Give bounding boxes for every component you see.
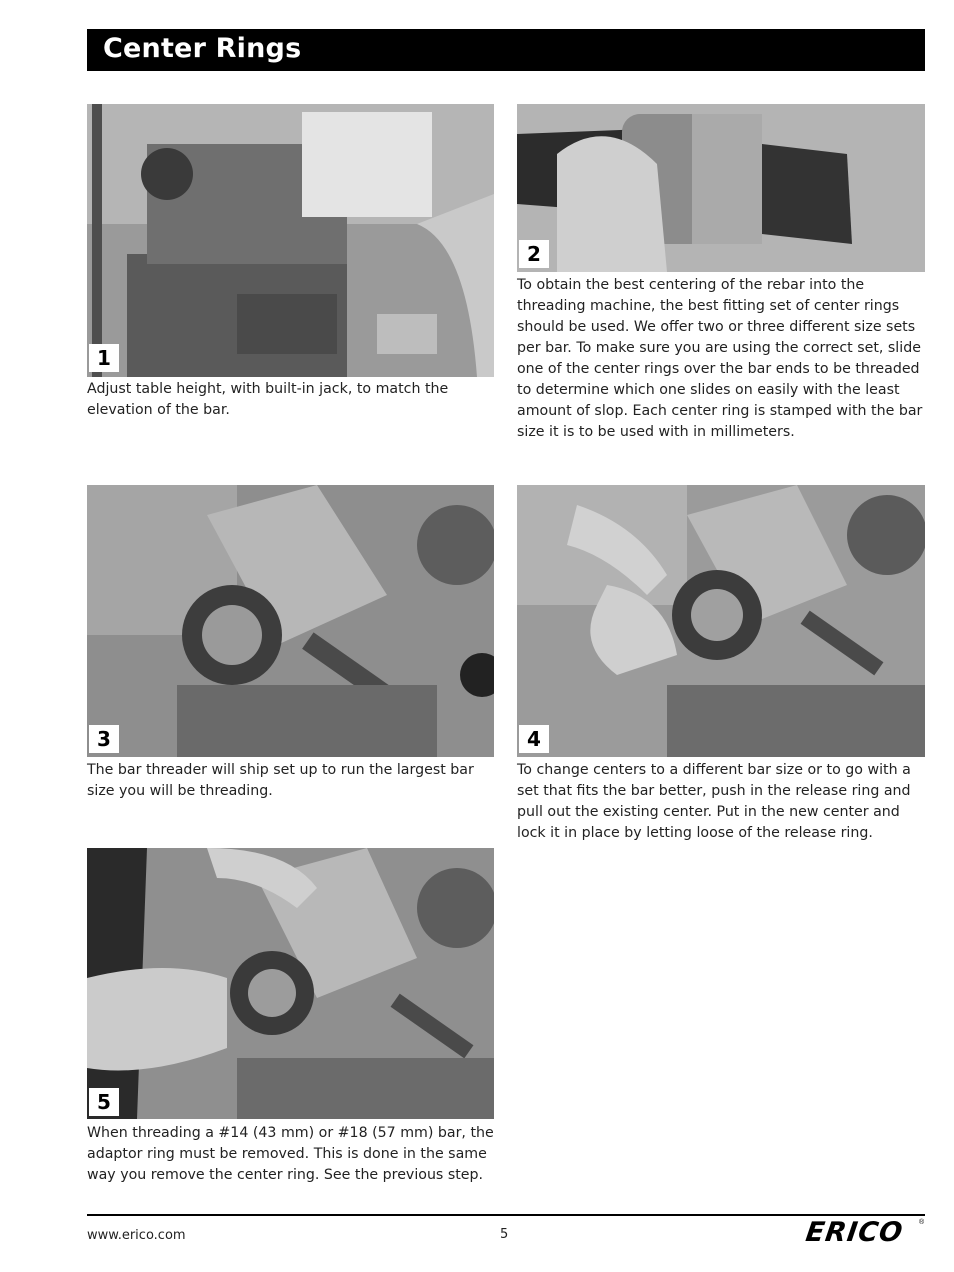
photo-step-4 — [517, 485, 925, 757]
photo-step-5 — [87, 848, 494, 1119]
step-number-badge: 1 — [89, 344, 119, 372]
logo-wordmark: ERICO — [803, 1217, 906, 1248]
footer-url-link[interactable]: www.erico.com — [87, 1228, 186, 1243]
step-number-badge: 4 — [519, 725, 549, 753]
title-bar — [87, 29, 925, 71]
page-number: 5 — [500, 1227, 509, 1242]
step-number-badge: 5 — [89, 1088, 119, 1116]
step-2-caption: To obtain the best centering of the rebar into the threading machine, the best fitting set of center rings should be used. We offer two or three different size sets per bar. To make sure you are using the correct set, slide one of the center rings over the bar ends to be threaded to determine which one slides on easily with the least amount of slop. Each center ring is stamped with the bar size it is to be used with in millimeters. — [517, 277, 923, 440]
step-4-caption: To change centers to a different bar size or to go with a set that fits the bar better, push in the release ring and pull out the existing center. Put in the new center and lock it in place by letting loose of the release ring. — [517, 762, 911, 841]
photo-step-1 — [87, 104, 494, 377]
step-number-badge: 3 — [89, 725, 119, 753]
step-5-caption: When threading a #14 (43 mm) or #18 (57 mm) bar, the adaptor ring must be removed. This is done in the same way you remove the center ring. See the previous step. — [87, 1125, 494, 1183]
step-number-badge: 2 — [519, 240, 549, 268]
footer-divider — [87, 1214, 925, 1216]
registered-mark: ® — [919, 1219, 925, 1226]
step-3-caption: The bar threader will ship set up to run the largest bar size you will be threading. — [87, 762, 474, 799]
erico-logo — [803, 1217, 926, 1248]
photo-step-2 — [517, 104, 925, 272]
photo-step-3 — [87, 485, 494, 757]
step-1-caption: Adjust table height, with built-in jack, to match the elevation of the bar. — [87, 381, 449, 418]
page-title: Center Rings — [103, 33, 302, 64]
